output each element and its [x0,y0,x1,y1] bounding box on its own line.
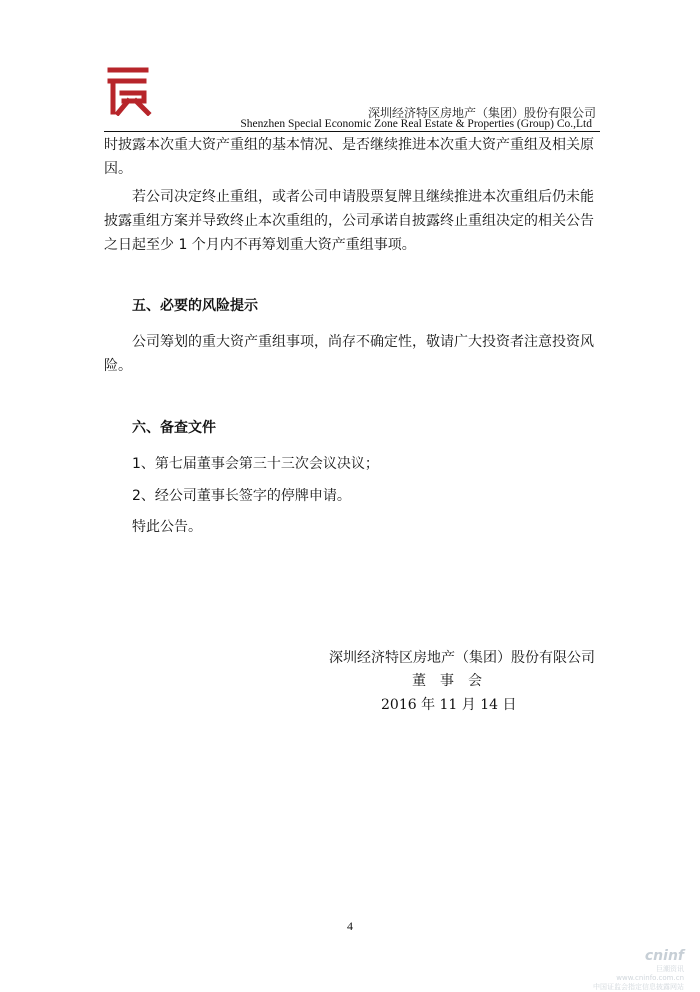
company-logo-icon [104,64,152,116]
watermark-cn: 巨潮资讯 [656,965,684,973]
header-company-name-cn: 深圳经济特区房地产（集团）股份有限公司 [367,106,596,120]
signature-date: 2016 年 11 月 14 日 [381,697,517,713]
section-5-heading: 五、必要的风险提示 [132,298,258,314]
header-company-name-en: Shenzhen Special Economic Zone Real Estate & Properties (Group) Co.,Ltd [240,118,592,130]
cninfo-watermark [593,948,684,992]
signature-company: 深圳经济特区房地产（集团）股份有限公司 [329,650,595,666]
reference-doc-2: 2、经公司董事长签字的停牌申请。 [132,488,351,504]
header-divider [104,131,600,132]
page-number: 4 [347,919,353,933]
watermark-logo: cninf [644,948,684,964]
termination-paragraph: 若公司决定终止重组，或者公司申请股票复牌且继续推进本次重组后仍未能披露重组方案并导致终止本次重组的，公司承诺自披露终止重组决定的相关公告之日起至少 1 个月内不再筹划重大资产重组事项。 [104,189,594,253]
section-5-text: 公司筹划的重大资产重组事项，尚存不确定性，敬请广大投资者注意投资风险。 [104,334,594,374]
closing-statement: 特此公告。 [132,519,202,535]
signature-board: 董 事 会 [412,673,482,689]
watermark-url: www.cninfo.com.cn [616,974,684,982]
reference-doc-1: 1、第七届董事会第三十三次会议决议； [132,456,379,472]
section-6-heading: 六、备查文件 [132,420,216,436]
continued-paragraph: 时披露本次重大资产重组的基本情况、是否继续推进本次重大资产重组及相关原因。 [104,137,594,177]
watermark-subtitle: 中国证监会指定信息披露网站 [593,983,684,991]
